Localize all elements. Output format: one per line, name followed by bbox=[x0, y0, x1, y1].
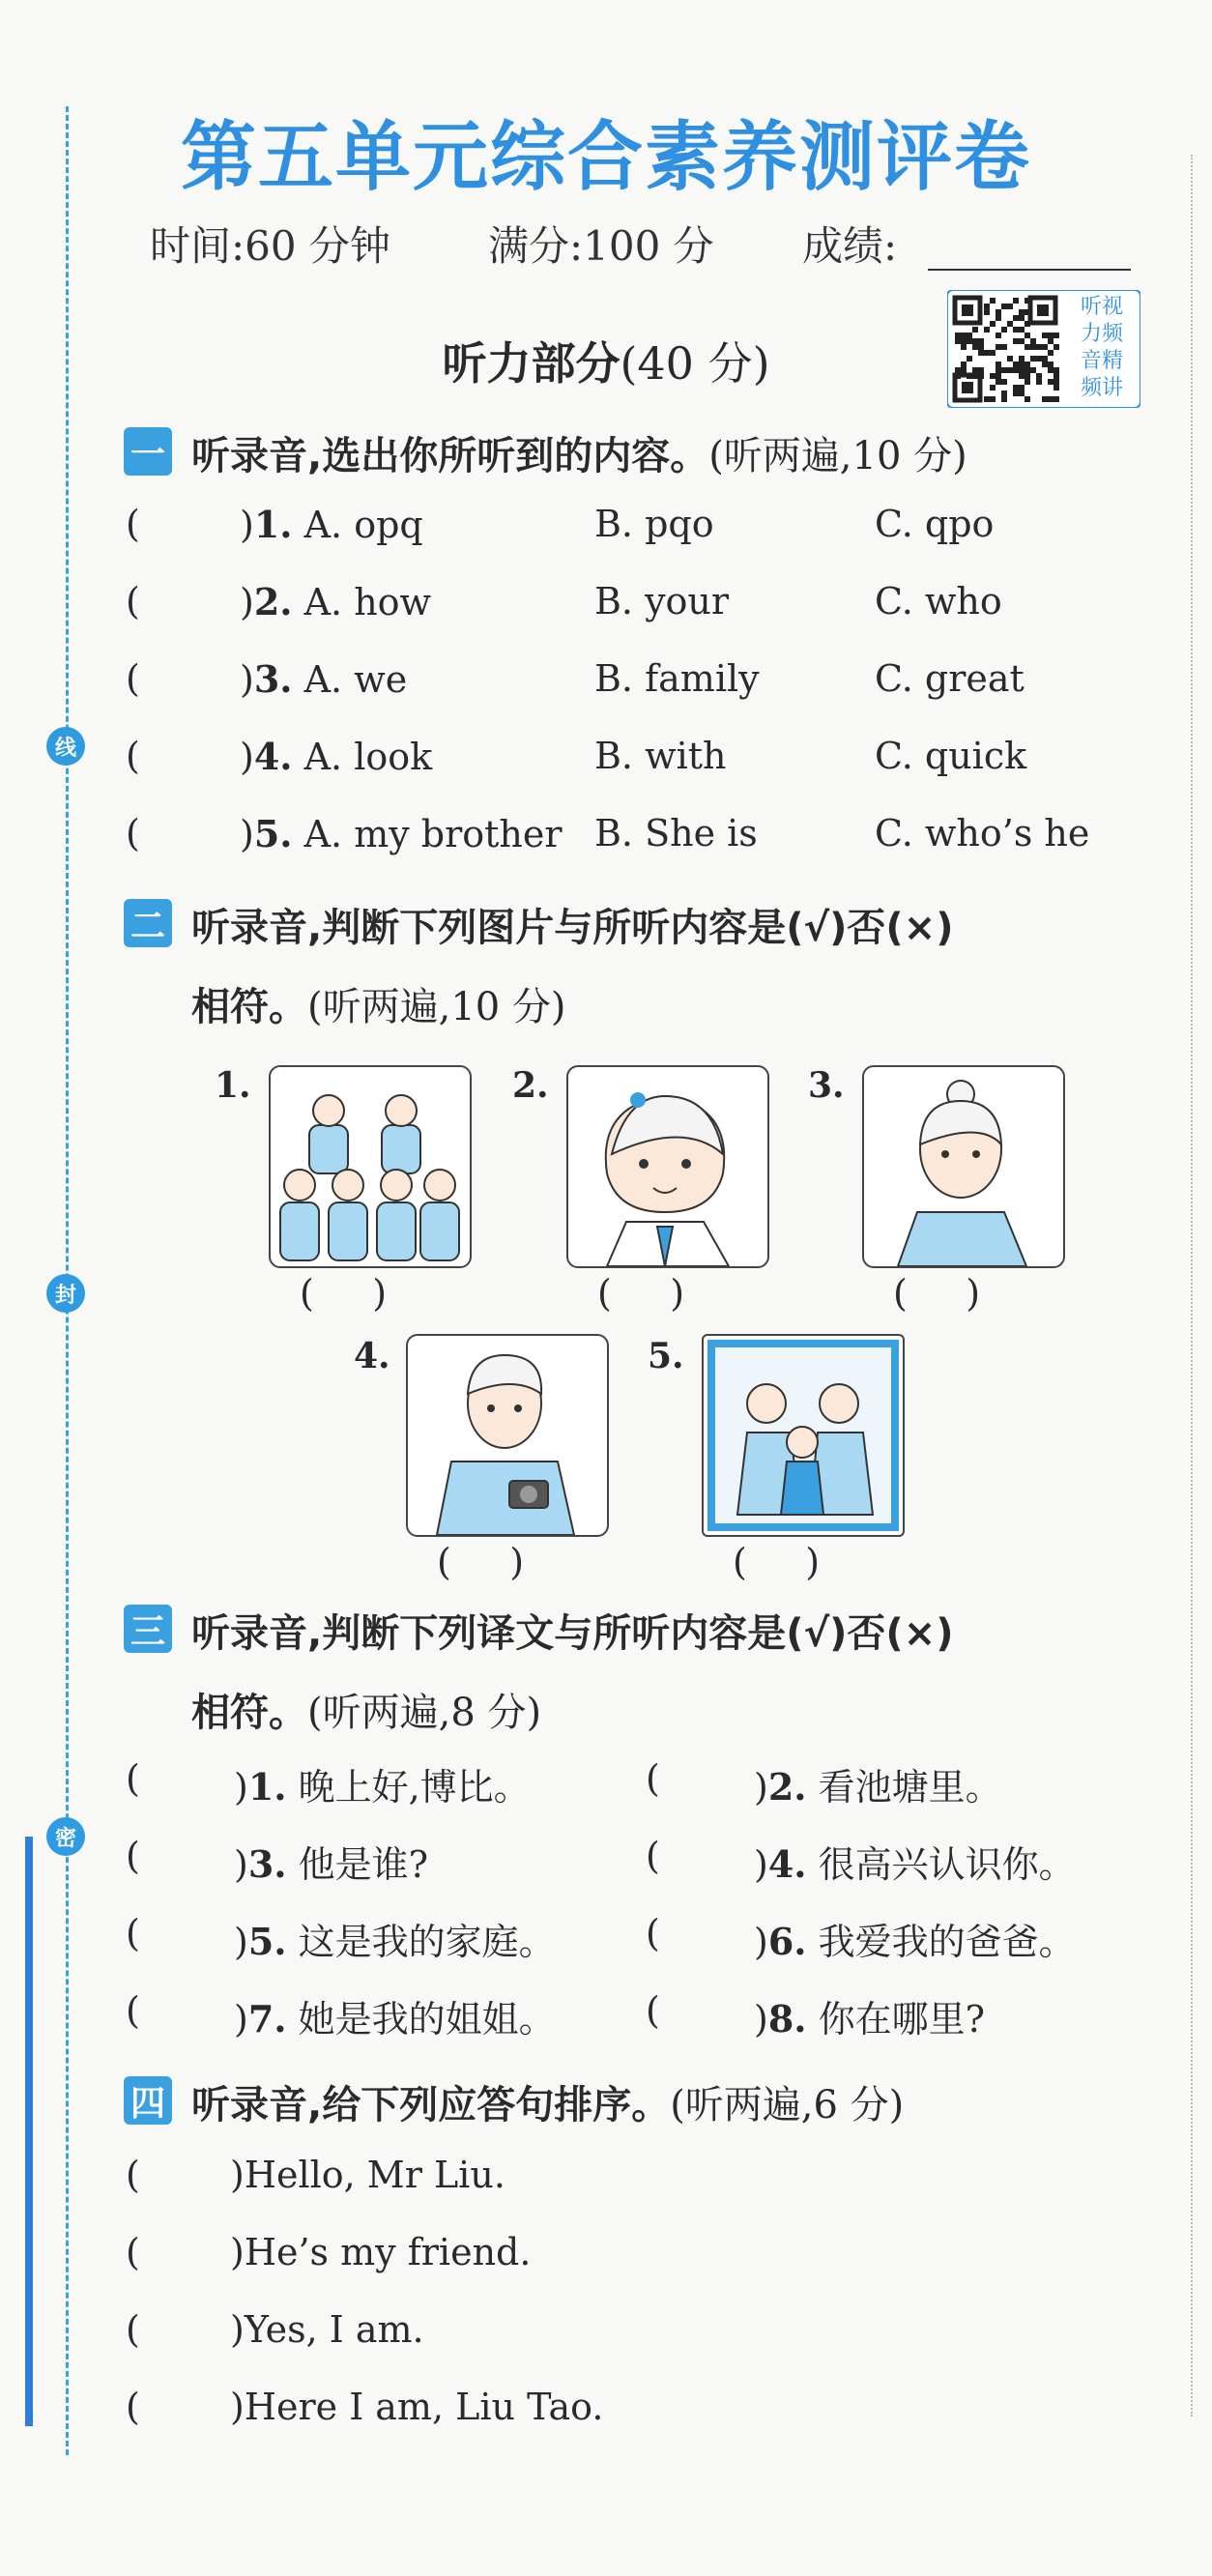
q3-answer-8[interactable]: ( bbox=[646, 1989, 660, 2032]
pic-2-number: 2. bbox=[512, 1065, 549, 1106]
q1-answer-5[interactable]: ( bbox=[126, 812, 140, 854]
q4-answer-1[interactable]: ( bbox=[126, 2154, 140, 2196]
q1-option-b-5: B. She is bbox=[594, 812, 758, 854]
q3-item-6: )6. 我爱我的爸爸。 bbox=[754, 1920, 1076, 1963]
pic-4-answer[interactable]: ( ) bbox=[437, 1541, 525, 1583]
q4-item-1: )Hello, Mr Liu. bbox=[230, 2154, 505, 2196]
q1-answer-2[interactable]: ( bbox=[126, 580, 140, 622]
binding-mark-feng: 封 bbox=[46, 1274, 85, 1313]
q1-answer-4[interactable]: ( bbox=[126, 735, 140, 777]
q3-instruction-line1: 听录音,判断下列译文与所听内容是(√)否(×) bbox=[191, 1611, 954, 1656]
q1-item-3: )3. A. we bbox=[240, 657, 408, 701]
q1-option-b-2: B. your bbox=[594, 580, 730, 622]
q1-option-c-5: C. who’s he bbox=[875, 812, 1090, 854]
q3-answer-6[interactable]: ( bbox=[646, 1912, 660, 1954]
pic-3-number: 3. bbox=[808, 1065, 845, 1106]
q1-item-4: )4. A. look bbox=[240, 735, 433, 778]
q4-answer-2[interactable]: ( bbox=[126, 2231, 140, 2273]
q1-option-c-2: C. who bbox=[875, 580, 1002, 622]
q2-instruction-line1: 听录音,判断下列图片与所听内容是(√)否(×) bbox=[191, 906, 954, 950]
pic-1-group-photo bbox=[269, 1065, 472, 1268]
q3-item-4: )4. 很高兴认识你。 bbox=[754, 1842, 1076, 1886]
listening-points: (40 分) bbox=[620, 337, 770, 390]
q1-instruction: 听录音,选出你所听到的内容。(听两遍,10 分) bbox=[191, 434, 967, 478]
time-info: 时间:60 分钟 bbox=[150, 222, 390, 270]
edge-bar bbox=[25, 1837, 33, 2426]
qr-label-3: 音精 bbox=[1080, 349, 1123, 373]
q1-badge: 一 bbox=[124, 427, 172, 476]
q3-answer-1[interactable]: ( bbox=[126, 1757, 140, 1800]
q4-item-3: )Yes, I am. bbox=[230, 2308, 424, 2351]
q1-option-c-4: C. quick bbox=[875, 735, 1027, 777]
full-score-info: 满分:100 分 bbox=[488, 222, 714, 270]
pic-3-answer[interactable]: ( ) bbox=[893, 1272, 981, 1315]
listening-section-title bbox=[0, 329, 1212, 392]
q3-item-1: )1. 晚上好,博比。 bbox=[234, 1765, 531, 1809]
listening-title-text: 听力部分 bbox=[442, 337, 620, 390]
q1-option-c-3: C. great bbox=[875, 657, 1024, 700]
q4-item-2: )He’s my friend. bbox=[230, 2231, 532, 2273]
score-label: 成绩: bbox=[802, 222, 898, 270]
q1-option-b-3: B. family bbox=[594, 657, 760, 700]
binding-mark-mi: 密 bbox=[46, 1817, 85, 1856]
qr-label-1: 听视 bbox=[1080, 295, 1123, 319]
page-title: 第五单元综合素养测评卷 bbox=[180, 114, 1031, 201]
qr-label-4: 频讲 bbox=[1080, 376, 1123, 400]
q3-item-8: )8. 你在哪里? bbox=[754, 1997, 985, 2041]
q3-item-3: )3. 他是谁? bbox=[234, 1842, 428, 1886]
right-dotted-border bbox=[1191, 155, 1193, 2417]
q4-answer-4[interactable]: ( bbox=[126, 2386, 140, 2428]
q1-option-c-1: C. qpo bbox=[875, 503, 995, 545]
q4-item-4: )Here I am, Liu Tao. bbox=[230, 2386, 604, 2428]
q3-answer-3[interactable]: ( bbox=[126, 1835, 140, 1877]
q1-answer-3[interactable]: ( bbox=[126, 657, 140, 700]
pic-5-answer[interactable]: ( ) bbox=[733, 1541, 821, 1583]
binding-mark-xian: 线 bbox=[46, 727, 85, 766]
q3-answer-4[interactable]: ( bbox=[646, 1835, 660, 1877]
pic-4-man-with-camera bbox=[406, 1334, 609, 1537]
q1-option-b-1: B. pqo bbox=[594, 503, 714, 545]
q1-item-2: )2. A. how bbox=[240, 580, 432, 623]
q3-item-2: )2. 看池塘里。 bbox=[754, 1765, 1002, 1809]
q1-answer-1[interactable]: ( bbox=[126, 503, 140, 545]
q3-item-5: )5. 这是我的家庭。 bbox=[234, 1920, 556, 1963]
q1-option-b-4: B. with bbox=[594, 735, 727, 777]
q3-item-7: )7. 她是我的姐姐。 bbox=[234, 1997, 556, 2041]
q4-instruction: 听录音,给下列应答句排序。(听两遍,6 分) bbox=[191, 2083, 905, 2127]
q2-instruction-line2: 相符。(听两遍,10 分) bbox=[191, 985, 566, 1029]
q3-answer-7[interactable]: ( bbox=[126, 1989, 140, 2032]
score-blank[interactable] bbox=[928, 269, 1131, 271]
q1-item-1: )1. A. opq bbox=[240, 503, 423, 546]
pic-5-number: 5. bbox=[648, 1336, 684, 1376]
pic-4-number: 4. bbox=[354, 1336, 390, 1376]
q1-item-5: )5. A. my brother bbox=[240, 812, 563, 855]
qr-label-2: 力频 bbox=[1080, 322, 1123, 346]
pic-1-number: 1. bbox=[215, 1065, 251, 1106]
pic-2-girl-portrait bbox=[566, 1065, 769, 1268]
pic-3-woman-portrait bbox=[862, 1065, 1065, 1268]
q2-badge: 二 bbox=[124, 899, 172, 947]
q3-answer-2[interactable]: ( bbox=[646, 1757, 660, 1800]
q3-instruction-line2: 相符。(听两遍,8 分) bbox=[191, 1691, 542, 1735]
pic-2-answer[interactable]: ( ) bbox=[597, 1272, 685, 1315]
q3-answer-5[interactable]: ( bbox=[126, 1912, 140, 1954]
q4-answer-3[interactable]: ( bbox=[126, 2308, 140, 2351]
pic-1-answer[interactable]: ( ) bbox=[300, 1272, 388, 1315]
q4-badge: 四 bbox=[124, 2076, 172, 2125]
q3-badge: 三 bbox=[124, 1605, 172, 1653]
pic-5-family-photo-frame bbox=[702, 1334, 905, 1537]
